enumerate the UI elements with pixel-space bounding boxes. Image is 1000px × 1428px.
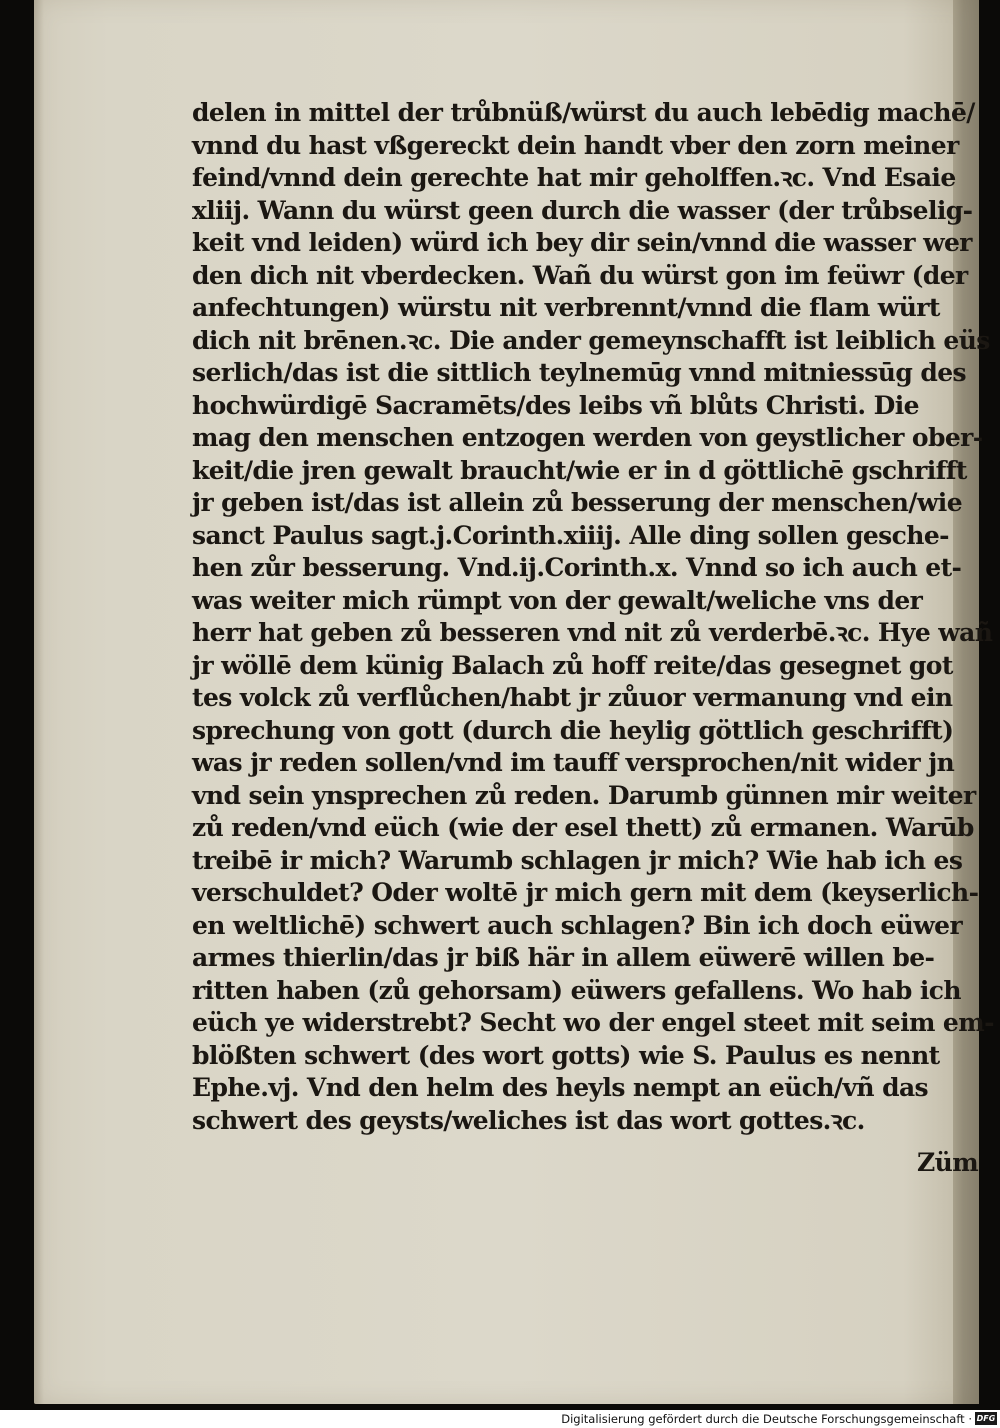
text-line: was jr reden sollen/vnd im tauff versprochen/nit wider jn bbox=[192, 748, 955, 777]
text-line: keit vnd leiden) würd ich bey dir sein/vnnd die wasser wer bbox=[192, 228, 972, 257]
digitization-credit: Digitalisierung gefördert durch die Deutsche Forschungsgemeinschaft · bbox=[561, 1412, 972, 1426]
text-line: hochwürdigē Sacramēts/des leibs vñ blůts Christi. Die bbox=[192, 390, 919, 420]
text-line: verschuldet? Oder woltē jr mich gern mit dem (keyserlich- bbox=[192, 878, 979, 907]
text-line: serlich/das ist die sittlich teylnemūg vnnd mitniessūg des bbox=[192, 358, 966, 387]
text-line: keit/die jren gewalt braucht/wie er in d göttlichē gschrifft bbox=[192, 455, 967, 485]
text-line: zů reden/vnd eüch (wie der esel thett) zů ermanen. Warūb bbox=[192, 813, 974, 842]
text-line: treibē ir mich? Warumb schlagen jr mich? Wie hab ich es bbox=[192, 845, 963, 875]
text-line: anfechtungen) würstu nit verbrennt/vnnd die flam würt bbox=[192, 293, 940, 322]
text-line: vnd sein ynsprechen zů reden. Darumb günnen mir weiter bbox=[192, 780, 976, 810]
text-line: en weltlichē) schwert auch schlagen? Bin ich doch eüwer bbox=[192, 910, 963, 940]
text-line: was weiter mich rümpt von der gewalt/weliche vns der bbox=[192, 585, 923, 615]
text-line: xliij. Wann du würst geen durch die wasser (der trůbselig- bbox=[192, 195, 973, 225]
text-line: dich nit brēnen.ꝛc. Die ander gemeynschafft ist leiblich eüs bbox=[192, 325, 990, 355]
text-line: sanct Paulus sagt.j.Corinth.xiiij. Alle ding sollen gesche- bbox=[192, 520, 949, 550]
text-line: jr geben ist/das ist allein zů besserung der menschen/wie bbox=[192, 488, 963, 517]
text-line: armes thierlin/das jr biß här in allem eüwerē willen be- bbox=[192, 943, 935, 972]
text-line: hen zůr besserung. Vnd.ij.Corinth.x. Vnnd so ich auch et- bbox=[192, 553, 962, 582]
dfg-logo: DFG bbox=[976, 1414, 996, 1423]
text-line: sprechung von gott (durch die heylig göttlich geschrifft) bbox=[192, 715, 954, 745]
text-line: delen in mittel der trůbnüß/würst du auch lebēdig machē/ bbox=[192, 98, 975, 127]
page-text-block bbox=[192, 97, 994, 1137]
text-line: ritten haben (zů gehorsam) eüwers gefallens. Wo hab ich bbox=[192, 975, 961, 1005]
text-line: mag den menschen entzogen werden von geystlicher ober- bbox=[192, 423, 983, 452]
text-line: jr wöllē dem künig Balach zů hoff reite/das gesegnet got bbox=[192, 650, 953, 680]
text-line: blößten schwert (des wort gotts) wie S. Paulus es nennt bbox=[192, 1040, 940, 1070]
text-line: feind/vnnd dein gerechte hat mir geholffen.ꝛc. Vnd Esaie bbox=[192, 163, 956, 192]
text-line: herr hat geben zů besseren vnd nit zů verderbē.ꝛc. Hye wañ bbox=[192, 618, 993, 647]
text-line: vnnd du hast vßgereckt dein handt vber den zorn meiner bbox=[192, 130, 959, 160]
text-line: schwert des geysts/weliches ist das wort gottes.ꝛc. bbox=[192, 1105, 865, 1135]
text-line: Ephe.vj. Vnd den helm des heyls nempt an eüch/vñ das bbox=[192, 1073, 929, 1102]
text-line: den dich nit vberdecken. Wañ du würst gon im feüwr (der bbox=[192, 260, 968, 290]
text-line: tes volck zů verflůchen/habt jr zůuor vermanung vnd ein bbox=[192, 683, 953, 712]
catchword: Züm bbox=[917, 1148, 979, 1177]
text-line: eüch ye widerstrebt? Secht wo der engel steet mit seim em- bbox=[192, 1008, 994, 1037]
